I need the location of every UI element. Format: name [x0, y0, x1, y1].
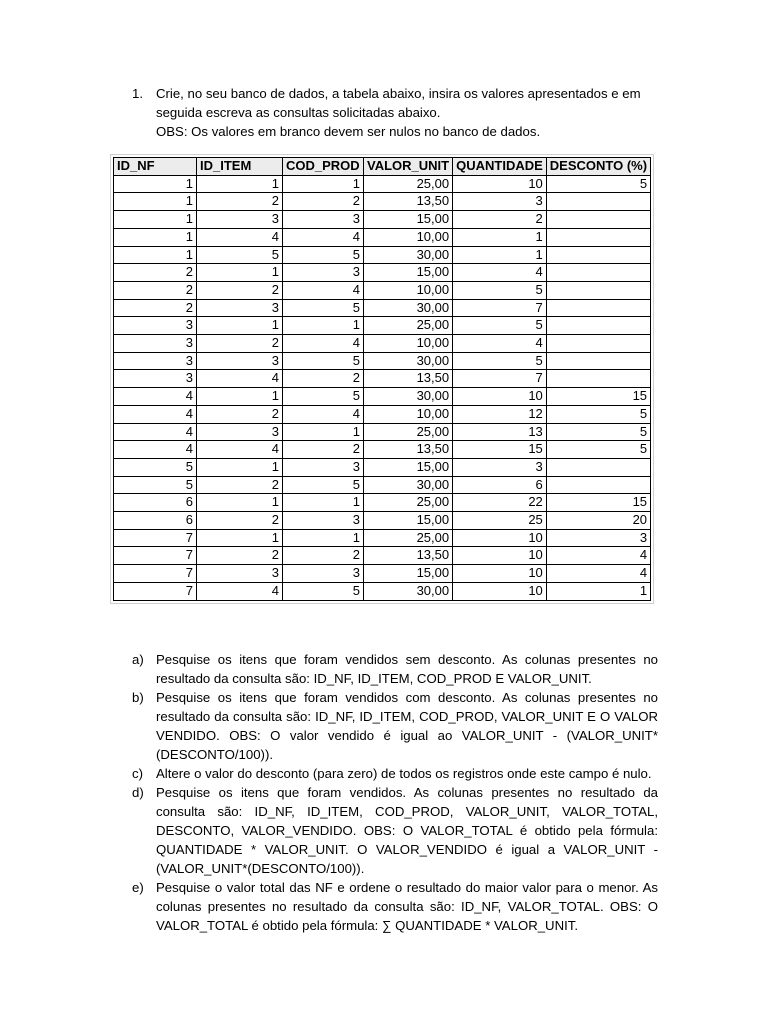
table-row	[114, 494, 651, 512]
table-cell	[546, 264, 650, 282]
question-list	[132, 650, 658, 935]
table-cell: 5	[283, 388, 364, 406]
table-cell: 4	[197, 441, 283, 459]
table-cell: 3	[197, 299, 283, 317]
table-cell: 30,00	[364, 476, 453, 494]
table-row	[114, 529, 651, 547]
table-cell: 10,00	[364, 405, 453, 423]
table-cell: 1	[114, 246, 197, 264]
question-item	[132, 688, 658, 764]
table-cell: 4	[546, 547, 650, 565]
table-cell: 3	[114, 335, 197, 353]
table-cell: 25,00	[364, 317, 453, 335]
table-cell: 3	[114, 352, 197, 370]
table-cell: 20	[546, 512, 650, 530]
table-cell: 4	[546, 565, 650, 583]
table-cell: 3	[114, 370, 197, 388]
intro-text	[156, 84, 652, 141]
table-cell: 10,00	[364, 228, 453, 246]
table-cell	[546, 281, 650, 299]
table-cell: 1	[114, 211, 197, 229]
table-cell: 5	[114, 458, 197, 476]
table-row	[114, 299, 651, 317]
table-row	[114, 175, 651, 193]
header-id-nf: ID_NF	[114, 158, 197, 176]
table-cell: 1	[197, 175, 283, 193]
table-cell: 25,00	[364, 494, 453, 512]
table-cell: 3	[283, 512, 364, 530]
table-cell: 5	[283, 476, 364, 494]
table-cell: 3	[197, 211, 283, 229]
table-cell: 7	[453, 370, 547, 388]
table-cell: 3	[283, 565, 364, 583]
table-cell: 6	[114, 494, 197, 512]
table-cell: 1	[453, 228, 547, 246]
table-cell: 15	[546, 494, 650, 512]
table-cell: 5	[453, 281, 547, 299]
question-item	[132, 650, 658, 688]
table-cell: 25,00	[364, 423, 453, 441]
table-row	[114, 388, 651, 406]
table-cell: 4	[197, 582, 283, 600]
header-cod-prod: COD_PROD	[283, 158, 364, 176]
table-cell: 25,00	[364, 175, 453, 193]
table-cell: 1	[114, 175, 197, 193]
table-cell	[546, 476, 650, 494]
table-row	[114, 228, 651, 246]
table-cell: 10	[453, 582, 547, 600]
table-row	[114, 264, 651, 282]
table-row	[114, 246, 651, 264]
question-text: Pesquise os itens que foram vendidos com desconto. As colunas presentes no resultado da consulta são: ID_NF, ID_ITEM, COD_PROD, VALOR_UNIT E O VALOR VENDIDO. OBS: O valor vendido é igual ao VALOR_UNIT - (VALOR_UNIT*(DESCONTO/100)).	[156, 690, 658, 762]
table-cell: 3	[197, 565, 283, 583]
table-cell: 30,00	[364, 299, 453, 317]
table-cell: 2	[114, 281, 197, 299]
table-cell: 12	[453, 405, 547, 423]
table-cell	[546, 352, 650, 370]
table-cell: 13,50	[364, 193, 453, 211]
table-cell: 13,50	[364, 370, 453, 388]
table-cell: 5	[283, 352, 364, 370]
data-table	[113, 157, 651, 601]
table-cell: 3	[283, 458, 364, 476]
table-cell: 15,00	[364, 458, 453, 476]
table-cell: 10	[453, 547, 547, 565]
table-cell: 5	[283, 582, 364, 600]
table-cell	[546, 335, 650, 353]
table-cell: 3	[453, 193, 547, 211]
table-cell	[546, 370, 650, 388]
table-cell: 2	[283, 370, 364, 388]
table-cell: 2	[114, 299, 197, 317]
header-desconto: DESCONTO (%)	[546, 158, 650, 176]
table-row	[114, 211, 651, 229]
table-cell: 2	[197, 281, 283, 299]
table-cell: 3	[197, 423, 283, 441]
table-row	[114, 405, 651, 423]
table-cell: 1	[453, 246, 547, 264]
table-cell: 7	[114, 582, 197, 600]
table-cell: 2	[197, 335, 283, 353]
table-cell: 5	[197, 246, 283, 264]
table-row	[114, 352, 651, 370]
table-row	[114, 565, 651, 583]
table-cell: 30,00	[364, 582, 453, 600]
table-row	[114, 582, 651, 600]
table-cell: 5	[546, 175, 650, 193]
question-item	[132, 783, 658, 878]
table-cell: 1	[283, 494, 364, 512]
table-cell: 15,00	[364, 565, 453, 583]
header-valor-unit: VALOR_UNIT	[364, 158, 453, 176]
question-text: Pesquise os itens que foram vendidos. As colunas presentes no resultado da consulta são: ID_NF, ID_ITEM, COD_PROD, VALOR_UNIT, VALOR_TOTAL, DESCONTO, VALOR_VENDIDO. OBS: O VALOR_TOTAL é obtido pela fórmula: QUANTIDADE * VALOR_UNIT. O VALOR_VENDIDO é igual a VALOR_UNIT - (VALOR_UNIT*(DESCONTO/100)).	[156, 785, 658, 876]
intro-number: 1.	[132, 86, 143, 101]
intro-note: OBS: Os valores em branco devem ser nulos no banco de dados.	[156, 124, 541, 139]
table-cell: 4	[197, 228, 283, 246]
table-cell: 4	[453, 335, 547, 353]
table-cell: 7	[114, 529, 197, 547]
table-cell: 10,00	[364, 281, 453, 299]
table-cell: 3	[546, 529, 650, 547]
table-cell: 4	[453, 264, 547, 282]
header-id-item: ID_ITEM	[197, 158, 283, 176]
table-cell	[546, 193, 650, 211]
question-label: b)	[132, 690, 144, 705]
table-cell: 15,00	[364, 211, 453, 229]
table-cell: 6	[453, 476, 547, 494]
table-cell: 1	[283, 423, 364, 441]
table-cell: 1	[197, 458, 283, 476]
question-text: Pesquise o valor total das NF e ordene o resultado do maior valor para o menor. As colunas presentes no resultado da consulta são: ID_NF, VALOR_TOTAL. OBS: O VALOR_TOTAL é obtido pela fórmula: ∑ QUANTIDADE * VALOR_UNIT.	[156, 880, 658, 933]
table-cell	[546, 299, 650, 317]
table-cell: 10	[453, 175, 547, 193]
table-cell: 1	[197, 264, 283, 282]
table-row	[114, 193, 651, 211]
table-row	[114, 370, 651, 388]
question-label: d)	[132, 785, 144, 800]
table-cell	[546, 458, 650, 476]
table-cell: 4	[283, 405, 364, 423]
table-cell: 1	[197, 529, 283, 547]
table-cell: 4	[114, 423, 197, 441]
table-cell: 10	[453, 529, 547, 547]
table-cell: 5	[546, 405, 650, 423]
table-cell: 2	[283, 547, 364, 565]
table-cell: 1	[546, 582, 650, 600]
question-text: Altere o valor do desconto (para zero) de todos os registros onde este campo é nulo.	[156, 766, 652, 781]
table-cell: 15	[453, 441, 547, 459]
table-cell: 15,00	[364, 512, 453, 530]
table-cell: 10,00	[364, 335, 453, 353]
table-cell: 4	[283, 335, 364, 353]
table-cell: 10	[453, 388, 547, 406]
exercise-intro	[132, 84, 652, 141]
table-body	[114, 175, 651, 600]
table-cell: 30,00	[364, 246, 453, 264]
table-cell: 7	[114, 565, 197, 583]
table-cell: 2	[197, 476, 283, 494]
table-cell: 15,00	[364, 264, 453, 282]
table-row	[114, 441, 651, 459]
question-text: Pesquise os itens que foram vendidos sem desconto. As colunas presentes no resultado da consulta são: ID_NF, ID_ITEM, COD_PROD E VALOR_UNIT.	[156, 652, 658, 686]
table-cell: 4	[197, 370, 283, 388]
table-cell	[546, 211, 650, 229]
table-cell: 3	[283, 264, 364, 282]
table-cell: 4	[283, 281, 364, 299]
table-cell: 5	[283, 246, 364, 264]
table-cell: 25	[453, 512, 547, 530]
question-label: c)	[132, 766, 143, 781]
table-cell: 2	[197, 547, 283, 565]
table-cell: 3	[197, 352, 283, 370]
table-cell: 5	[283, 299, 364, 317]
table-cell: 4	[114, 388, 197, 406]
table-cell: 3	[283, 211, 364, 229]
table-row	[114, 547, 651, 565]
table-cell: 13,50	[364, 547, 453, 565]
table-row	[114, 423, 651, 441]
table-cell: 7	[453, 299, 547, 317]
table-cell: 3	[453, 458, 547, 476]
table-cell: 1	[283, 317, 364, 335]
table-cell: 1	[114, 193, 197, 211]
table-cell	[546, 317, 650, 335]
table-cell: 7	[114, 547, 197, 565]
question-item	[132, 764, 658, 783]
table-cell: 15	[546, 388, 650, 406]
table-cell	[546, 228, 650, 246]
table-cell: 5	[114, 476, 197, 494]
table-cell: 5	[453, 352, 547, 370]
table-cell: 2	[283, 441, 364, 459]
table-row	[114, 476, 651, 494]
question-label: a)	[132, 652, 144, 667]
table-cell: 6	[114, 512, 197, 530]
table-cell: 1	[197, 388, 283, 406]
table-cell: 1	[197, 317, 283, 335]
table-cell: 13,50	[364, 441, 453, 459]
table-cell: 4	[283, 228, 364, 246]
table-cell: 5	[546, 423, 650, 441]
table-header-row	[114, 158, 651, 176]
table-cell: 1	[114, 228, 197, 246]
table-cell	[546, 246, 650, 264]
question-item	[132, 878, 658, 935]
table-cell: 1	[283, 529, 364, 547]
table-row	[114, 335, 651, 353]
table-cell: 2	[453, 211, 547, 229]
table-cell: 5	[546, 441, 650, 459]
table-cell: 5	[453, 317, 547, 335]
table-cell: 2	[114, 264, 197, 282]
table-cell: 2	[197, 405, 283, 423]
intro-item	[132, 84, 652, 141]
table-cell: 30,00	[364, 352, 453, 370]
question-label: e)	[132, 880, 144, 895]
table-cell: 1	[283, 175, 364, 193]
table-cell: 10	[453, 565, 547, 583]
table-cell: 2	[283, 193, 364, 211]
table-cell: 25,00	[364, 529, 453, 547]
table-cell: 2	[197, 193, 283, 211]
header-quantidade: QUANTIDADE	[453, 158, 547, 176]
table-row	[114, 317, 651, 335]
table-cell: 4	[114, 441, 197, 459]
table-cell: 1	[197, 494, 283, 512]
table-row	[114, 458, 651, 476]
table-row	[114, 512, 651, 530]
table-cell: 3	[114, 317, 197, 335]
table-row	[114, 281, 651, 299]
table-cell: 30,00	[364, 388, 453, 406]
table-cell: 13	[453, 423, 547, 441]
table-cell: 4	[114, 405, 197, 423]
table-cell: 22	[453, 494, 547, 512]
table-cell: 2	[197, 512, 283, 530]
intro-instruction: Crie, no seu banco de dados, a tabela abaixo, insira os valores apresentados e em seguida escreva as consultas solicitadas abaixo.	[156, 86, 641, 120]
